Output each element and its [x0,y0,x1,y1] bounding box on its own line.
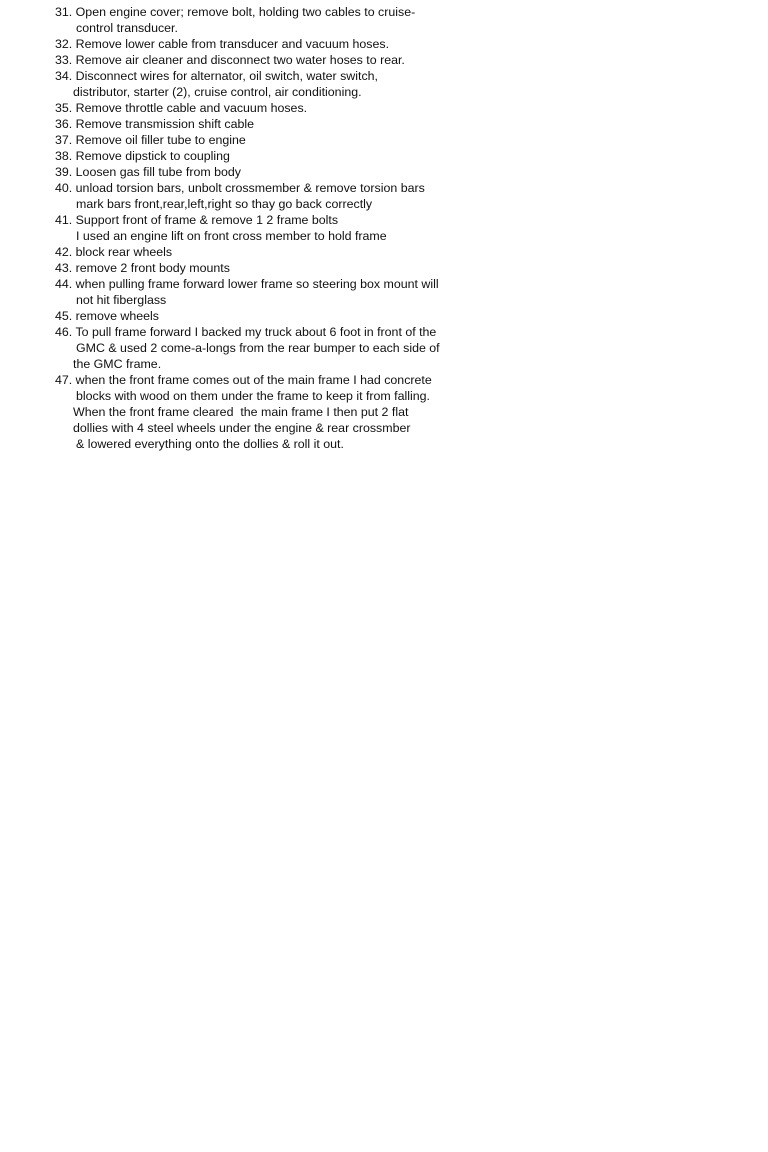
step-47-line-4: dollies with 4 steel wheels under the engine & rear crossmber [73,421,411,435]
step-46-line-3: the GMC frame. [73,357,162,371]
step-47-line-2: blocks with wood on them under the frame to keep it from falling. [76,389,430,403]
step-46-line-2: GMC & used 2 come-a-longs from the rear bumper to each side of [76,341,440,355]
step-47-line-5: & lowered everything onto the dollies & roll it out. [76,437,344,451]
step-32: 32. Remove lower cable from transducer and vacuum hoses. [55,37,390,51]
step-46-line-1: 46. To pull frame forward I backed my truck about 6 foot in front of the [55,325,437,339]
step-41-line-1: 41. Support front of frame & remove 1 2 frame bolts [55,213,339,227]
step-33: 33. Remove air cleaner and disconnect two water hoses to rear. [55,53,405,67]
step-44-line-1: 44. when pulling frame forward lower frame so steering box mount will [55,277,439,291]
step-38: 38. Remove dipstick to coupling [55,149,230,163]
step-44-line-2: not hit fiberglass [76,293,167,307]
step-42: 42. block rear wheels [55,245,173,259]
step-36: 36. Remove transmission shift cable [55,117,255,131]
step-34-line-2: distributor, starter (2), cruise control, air conditioning. [73,85,362,99]
step-37: 37. Remove oil filler tube to engine [55,133,246,147]
step-39: 39. Loosen gas fill tube from body [55,165,241,179]
step-31-line-1: 31. Open engine cover; remove bolt, holding two cables to cruise- [55,5,416,19]
step-40-line-1: 40. unload torsion bars, unbolt crossmember & remove torsion bars [55,181,425,195]
step-35: 35. Remove throttle cable and vacuum hoses. [55,101,308,115]
step-43: 43. remove 2 front body mounts [55,261,230,275]
step-47-line-1: 47. when the front frame comes out of the main frame I had concrete [55,373,432,387]
step-34-line-1: 34. Disconnect wires for alternator, oil switch, water switch, [55,69,378,83]
step-31-line-2: control transducer. [76,21,178,35]
step-45: 45. remove wheels [55,309,159,323]
step-41-line-2: I used an engine lift on front cross member to hold frame [76,229,387,243]
step-40-line-2: mark bars front,rear,left,right so thay go back correctly [76,197,373,211]
step-47-line-3: When the front frame cleared the main frame I then put 2 flat [73,405,409,419]
